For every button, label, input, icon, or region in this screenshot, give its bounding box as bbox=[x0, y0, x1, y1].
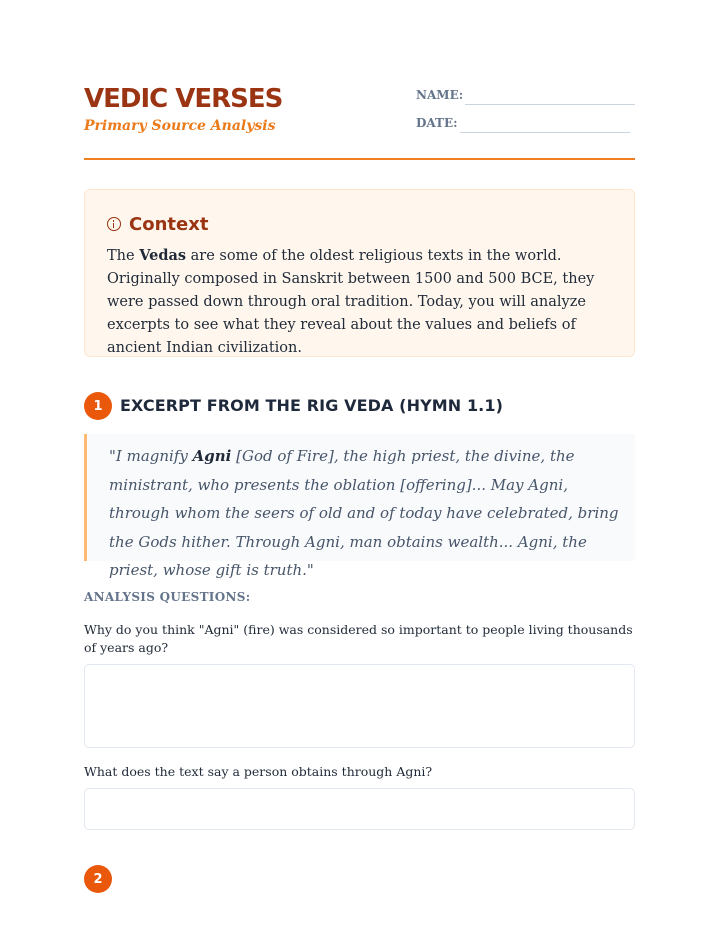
name-label: NAME: bbox=[416, 88, 464, 102]
context-title: Context bbox=[129, 213, 209, 235]
section-number-badge-2: 2 bbox=[84, 865, 112, 893]
question-2: What does the text say a person obtains through Agni? bbox=[84, 764, 433, 779]
quote-text-pre: "I magnify bbox=[109, 447, 193, 465]
name-field[interactable] bbox=[465, 104, 635, 105]
quote-text bbox=[109, 442, 629, 585]
context-text-post: are some of the oldest religious texts in the world. Originally composed in Sanskrit between 1500 and 500 BCE, they were passed down through oral tradition. Today, you will analyze excerpts to see what they reveal about the values and beliefs of ancient Indian civilization. bbox=[107, 248, 595, 356]
worksheet-header bbox=[84, 84, 635, 160]
date-label: DATE: bbox=[416, 116, 458, 130]
answer-box-2[interactable] bbox=[84, 788, 635, 830]
excerpt-quote bbox=[84, 434, 635, 579]
context-text-pre: The bbox=[107, 248, 140, 264]
header-divider bbox=[84, 158, 635, 160]
worksheet-title: VEDIC VERSES bbox=[84, 84, 283, 114]
date-field[interactable] bbox=[460, 132, 630, 133]
section-number-badge: 1 bbox=[84, 392, 112, 420]
context-text bbox=[107, 244, 617, 360]
context-heading bbox=[107, 212, 208, 236]
quote-text-bold: Agni bbox=[192, 447, 232, 465]
section-title: EXCERPT FROM THE RIG VEDA (HYMN 1.1) bbox=[120, 396, 503, 415]
quote-text-post: [God of Fire], the high priest, the divine, the ministrant, who presents the oblation [offering]... May Agni, through whom the seers of old and of today have celebrated, bring the Gods hither. Through Agni, man obtains wealth... Agni, the priest, whose gift is truth." bbox=[109, 447, 619, 579]
info-icon bbox=[107, 217, 121, 231]
answer-box-1[interactable] bbox=[84, 664, 635, 748]
context-text-bold: Vedas bbox=[139, 247, 187, 264]
worksheet-subtitle: Primary Source Analysis bbox=[84, 118, 276, 134]
question-1: Why do you think "Agni" (fire) was considered so important to people living thousands of years ago? bbox=[84, 622, 633, 655]
analysis-questions-label: ANALYSIS QUESTIONS: bbox=[84, 590, 251, 604]
context-box bbox=[84, 189, 635, 357]
